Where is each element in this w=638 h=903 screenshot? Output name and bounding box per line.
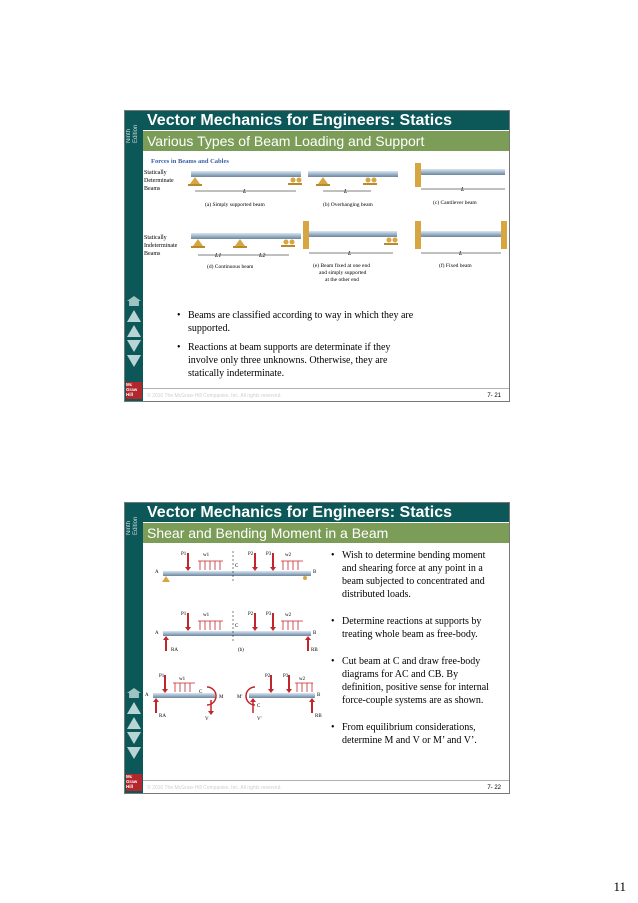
bullet-item: • Reactions at beam supports are determinate if they involve only three unknowns. Otherwise, they are statically indeterminate. bbox=[177, 342, 391, 379]
svg-text:A: A bbox=[155, 631, 159, 636]
group2-line2: Indeterminate bbox=[144, 243, 178, 249]
bullet-item: • Determine reactions at supports by treating whole beam as free-body. bbox=[331, 616, 482, 640]
svg-text:P3: P3 bbox=[266, 552, 272, 557]
beam-e bbox=[303, 221, 398, 283]
svg-text:B: B bbox=[313, 570, 317, 575]
svg-text:P2: P2 bbox=[265, 674, 271, 679]
beam-d bbox=[191, 233, 301, 270]
last-slide-icon[interactable] bbox=[127, 355, 141, 367]
svg-text:P1: P1 bbox=[181, 552, 187, 557]
svg-text:C: C bbox=[257, 704, 261, 709]
slide-number: 7- 22 bbox=[487, 785, 501, 791]
page-number: 11 bbox=[613, 879, 626, 894]
svg-text:M': M' bbox=[237, 695, 243, 700]
svg-text:P1: P1 bbox=[159, 674, 165, 679]
copyright: © 2010 The McGraw-Hill Companies, Inc. All rights reserved. bbox=[147, 785, 282, 791]
copyright: © 2010 The McGraw-Hill Companies, Inc. All rights reserved. bbox=[147, 393, 282, 399]
bullet-list bbox=[331, 549, 503, 753]
footer-rule bbox=[143, 780, 509, 781]
svg-text:w2: w2 bbox=[285, 553, 292, 558]
caption-c: (c) Cantilever beam bbox=[433, 200, 477, 206]
group1-line3: Beams bbox=[144, 186, 161, 192]
bullet-item: • Beams are classified according to way in which they are supported. bbox=[177, 310, 414, 334]
prev-slide-icon[interactable] bbox=[127, 325, 141, 337]
svg-text:V': V' bbox=[257, 717, 262, 722]
slide-sidebar bbox=[125, 111, 143, 401]
svg-text:P2: P2 bbox=[248, 612, 254, 617]
svg-text:w1: w1 bbox=[203, 553, 210, 558]
svg-text:w1: w1 bbox=[179, 677, 186, 682]
length-f: L bbox=[459, 251, 463, 257]
caption-b: (b) Overhanging beam bbox=[323, 202, 373, 208]
beam-b bbox=[308, 171, 398, 208]
nav-controls bbox=[127, 296, 141, 370]
svg-text:RA: RA bbox=[159, 714, 166, 719]
caption-a: (a) Simply supported beam bbox=[205, 202, 265, 208]
free-body-beam bbox=[155, 611, 318, 653]
home-icon[interactable] bbox=[127, 688, 141, 698]
svg-text:V: V bbox=[205, 717, 209, 722]
slide-subtitle: Various Types of Beam Loading and Support bbox=[143, 131, 509, 151]
caption-e-2: and simply supported bbox=[319, 270, 367, 276]
slide-7-22 bbox=[124, 502, 510, 794]
footer-rule bbox=[143, 388, 509, 389]
bullet-item: • Wish to determine bending moment and shearing force at any point in a beam subjected to concentrated and distributed loads. bbox=[331, 550, 486, 600]
loaded-beam bbox=[155, 551, 317, 583]
edition-label: Ninth Edition bbox=[126, 516, 139, 535]
svg-text:P3: P3 bbox=[283, 674, 289, 679]
svg-text:RA: RA bbox=[171, 648, 178, 653]
svg-text:P1: P1 bbox=[181, 612, 187, 617]
svg-text:B: B bbox=[313, 631, 317, 636]
slide-number: 7- 21 bbox=[487, 393, 501, 399]
prev-slide-icon[interactable] bbox=[127, 717, 141, 729]
svg-text:A: A bbox=[145, 693, 149, 698]
svg-text:RB: RB bbox=[311, 648, 318, 653]
length-a: L bbox=[243, 189, 247, 195]
group1-line2: Determinate bbox=[144, 178, 174, 184]
group2-line1: Statically bbox=[144, 235, 167, 241]
slide-title: Vector Mechanics for Engineers: Statics bbox=[143, 111, 509, 130]
bullet-list bbox=[177, 309, 497, 386]
bullet-item: • Cut beam at C and draw free-body diagrams for AC and CB. By definition, positive sense for internal force-couple systems are as shown. bbox=[331, 656, 489, 706]
beam-support-figure bbox=[143, 153, 509, 293]
group2-line3: Beams bbox=[144, 251, 161, 257]
publisher-logo: Mc Graw Hill bbox=[126, 774, 142, 791]
group1-line1: Statically bbox=[144, 170, 167, 176]
shear-moment-figure bbox=[143, 547, 333, 727]
figure-header: Forces in Beams and Cables bbox=[151, 158, 229, 165]
slide-sidebar bbox=[125, 503, 143, 793]
next-slide-icon[interactable] bbox=[127, 340, 141, 352]
length-b: L bbox=[344, 189, 348, 195]
length-l2: L2 bbox=[259, 253, 266, 259]
beam-f bbox=[415, 221, 507, 269]
svg-text:(b): (b) bbox=[238, 648, 244, 653]
slide-7-21 bbox=[124, 110, 510, 402]
first-slide-icon[interactable] bbox=[127, 702, 141, 714]
caption-e-3: at the other end bbox=[325, 277, 360, 283]
slide-title: Vector Mechanics for Engineers: Statics bbox=[143, 503, 509, 522]
svg-text:C: C bbox=[235, 624, 239, 629]
caption-f: (f) Fixed beam bbox=[439, 263, 472, 269]
cut-free-bodies bbox=[145, 674, 322, 722]
beam-a bbox=[188, 171, 302, 208]
svg-text:w1: w1 bbox=[203, 613, 210, 618]
first-slide-icon[interactable] bbox=[127, 310, 141, 322]
svg-text:w2: w2 bbox=[285, 613, 292, 618]
caption-e-1: (e) Beam fixed at one end bbox=[313, 263, 370, 269]
svg-text:B: B bbox=[317, 693, 321, 698]
beam-c bbox=[415, 163, 505, 206]
length-e: L bbox=[348, 251, 352, 257]
home-icon[interactable] bbox=[127, 296, 141, 306]
bullet-item: • From equilibrium considerations, determine M and V or M’ and V’. bbox=[331, 722, 477, 746]
length-l1: L1 bbox=[215, 253, 222, 259]
publisher-logo: Mc Graw Hill bbox=[126, 382, 142, 399]
svg-text:w2: w2 bbox=[299, 677, 306, 682]
length-c: L bbox=[461, 187, 465, 193]
svg-text:P2: P2 bbox=[248, 552, 254, 557]
slide-subtitle: Shear and Bending Moment in a Beam bbox=[143, 523, 509, 543]
edition-label: Ninth Edition bbox=[126, 124, 139, 143]
svg-text:M: M bbox=[219, 695, 224, 700]
last-slide-icon[interactable] bbox=[127, 747, 141, 759]
svg-text:RB: RB bbox=[315, 714, 322, 719]
svg-text:C: C bbox=[235, 564, 239, 569]
svg-text:P3: P3 bbox=[266, 612, 272, 617]
next-slide-icon[interactable] bbox=[127, 732, 141, 744]
svg-text:C: C bbox=[199, 690, 203, 695]
nav-controls bbox=[127, 688, 141, 762]
caption-d: (d) Continuous beam bbox=[207, 264, 254, 270]
svg-text:A: A bbox=[155, 570, 159, 575]
